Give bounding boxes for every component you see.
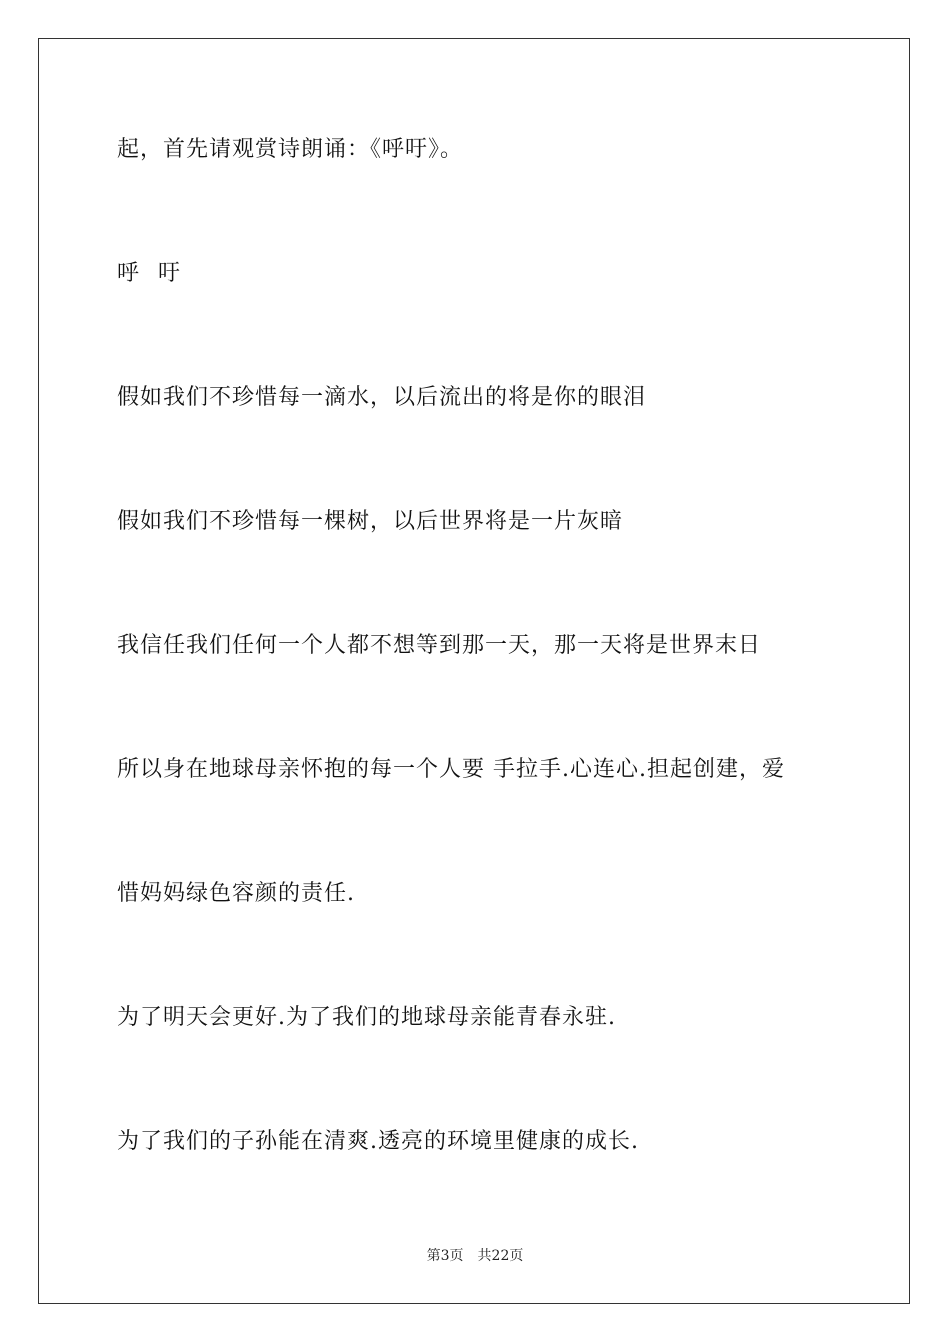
poem-line-3: 我信任我们任何一个人都不想等到那一天，那一天将是世界末日 (117, 633, 762, 658)
page-border (38, 38, 910, 1304)
poem-line-1: 假如我们不珍惜每一滴水，以后流出的将是你的眼泪 (117, 385, 647, 410)
poem-line-6: 为了明天会更好.为了我们的地球母亲能青春永驻. (117, 1005, 616, 1030)
poem-title: 呼 吁 (117, 261, 186, 286)
paragraph-intro: 起，首先请观赏诗朗诵：《呼吁》。 (117, 137, 464, 162)
poem-line-5: 惜妈妈绿色容颜的责任. (117, 881, 355, 906)
total-page-count: 共22页 (477, 1248, 524, 1264)
poem-line-4: 所以身在地球母亲怀抱的每一个人要 手拉手.心连心.担起创建，爱 (117, 757, 785, 782)
page-footer (0, 1246, 950, 1266)
poem-line-2: 假如我们不珍惜每一棵树，以后世界将是一片灰暗 (117, 509, 624, 534)
poem-line-7: 为了我们的子孙能在清爽.透亮的环境里健康的成长. (117, 1129, 639, 1154)
current-page-number: 第3页 (426, 1248, 464, 1264)
